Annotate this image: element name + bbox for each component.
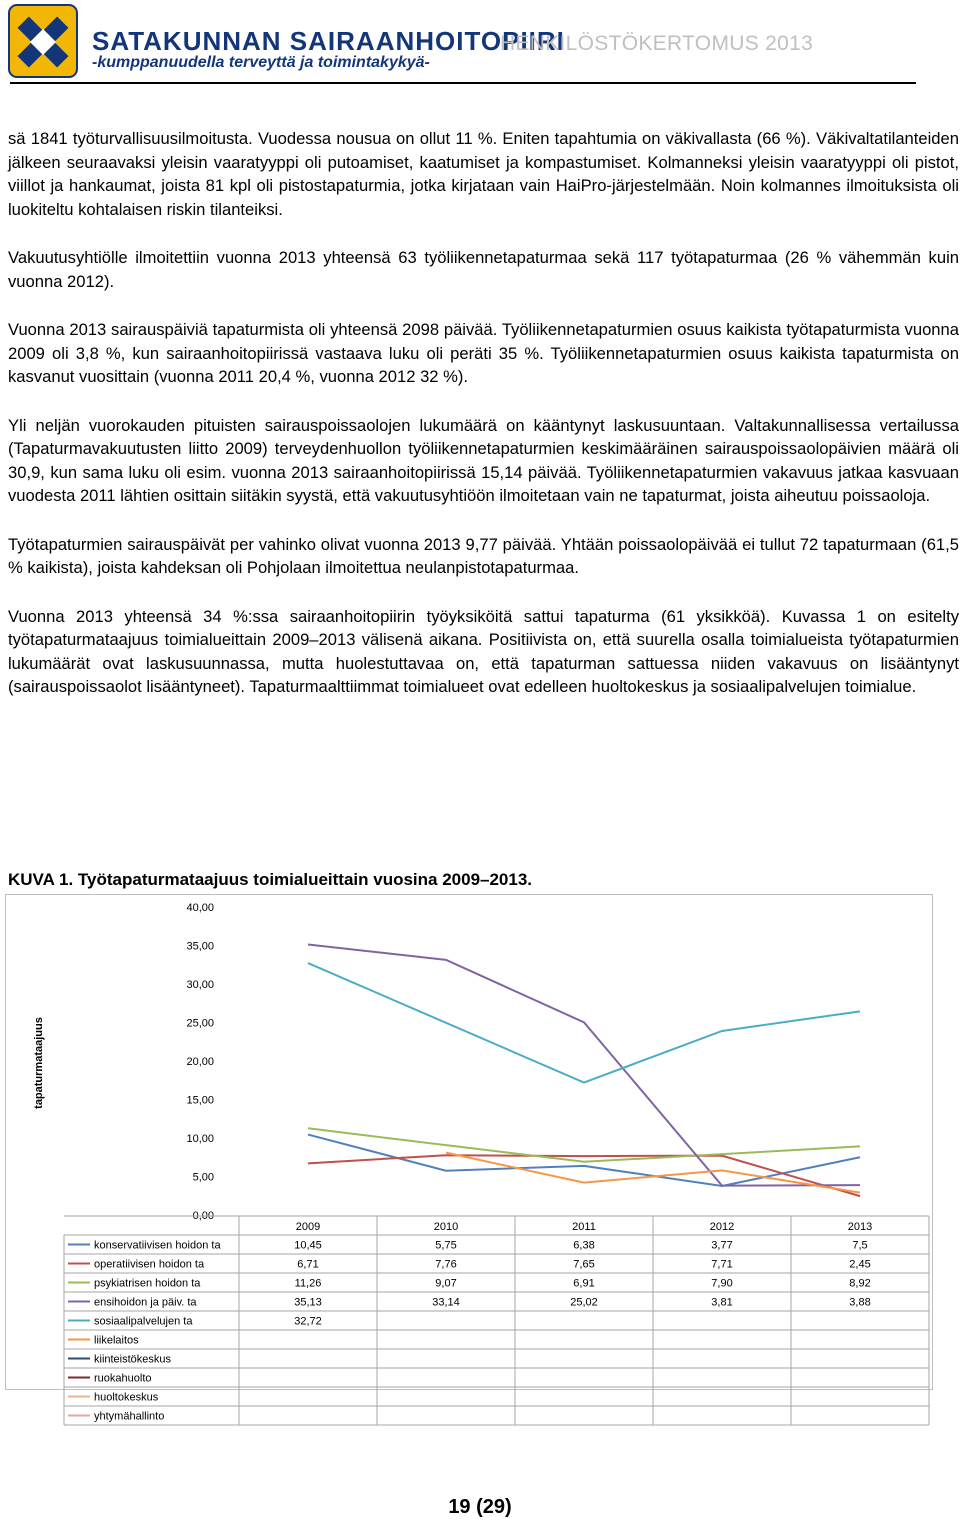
table-cell: 33,14 bbox=[432, 1296, 460, 1309]
x-tick-label: 2012 bbox=[709, 1221, 735, 1233]
legend-label: sosiaalipalvelujen ta bbox=[94, 1315, 193, 1328]
table-cell: 8,92 bbox=[849, 1277, 871, 1290]
paragraph: Vuonna 2013 yhteensä 34 %:ssa sairaanhoitopiirin työyksiköitä sattui tapaturma (61 yksikköä). Kuvassa 1 on esitelty työtapaturmataajuus toimialueittain 2009–2013 välisenä aikana. Positiivista on, että suurella osalla toimialueista työtapaturmien lukumäärät ovat laskusuunnassa, mutta huolestuttavaa on, että tapaturman sattuessa niiden vakavuus on lisääntynyt (sairauspoissaolot lisääntyneet). Tapaturmaalttiimmat toimialueet ovat edelleen huoltokeskus ja sosiaalipalvelujen toimialue. bbox=[8, 606, 959, 696]
page-number: 19 (29) bbox=[448, 1496, 512, 1518]
table-cell: 25,02 bbox=[570, 1296, 598, 1309]
table-cell: 6,38 bbox=[573, 1239, 595, 1252]
series-line bbox=[308, 944, 860, 1185]
legend-label: psykiatrisen hoidon ta bbox=[94, 1277, 201, 1290]
y-tick-label: 25,00 bbox=[186, 1017, 214, 1030]
organization-logo bbox=[8, 4, 78, 78]
y-tick-label: 40,00 bbox=[186, 902, 214, 914]
table-cell: 10,45 bbox=[294, 1239, 322, 1252]
table-cell: 7,76 bbox=[435, 1258, 457, 1271]
table-cell: 6,91 bbox=[573, 1277, 595, 1290]
legend-label: liikelaitos bbox=[94, 1334, 139, 1347]
table-cell: 7,71 bbox=[711, 1258, 733, 1271]
x-tick-label: 2010 bbox=[433, 1221, 459, 1233]
paragraph: Yli neljän vuorokauden pituisten sairauspoissaolojen lukumäärä on kääntynyt laskusuuntaan. Valtakunnallisessa vertailussa (Tapaturmavakuutusten liitto 2009) terveydenhuollon työliikennetapaturmien keskimääräinen sairauspoissaolopäivien määrä oli 30,9, kun sama luku oli esim. vuonna 2013 sairaanhoitopiirissä 15,14 päivää. Työliikennetapaturmien vakavuus jatkaa kasvuaan vuodesta 2011 lähtien osittain siitäkin syystä, että vakuutusyhtiöön ilmoitetaan vain ne tapaturmat, joista aiheutuu poissaoloja. bbox=[8, 415, 959, 505]
organization-slogan: -kumppanuudella terveyttä ja toimintakykyä- bbox=[92, 54, 430, 71]
y-tick-label: 5,00 bbox=[192, 1171, 214, 1184]
table-cell: 35,13 bbox=[294, 1296, 322, 1309]
table-cell: 3,81 bbox=[711, 1296, 733, 1309]
y-tick-label: 30,00 bbox=[186, 979, 214, 991]
table-cell: 6,71 bbox=[297, 1258, 319, 1271]
x-tick-label: 2013 bbox=[847, 1221, 873, 1233]
y-tick-label: 0,00 bbox=[192, 1210, 214, 1222]
line-chart bbox=[6, 895, 932, 1423]
figure-caption: KUVA 1. Työtapaturmataajuus toimialueittain vuosina 2009–2013. bbox=[8, 870, 533, 889]
legend-label: konservatiivisen hoidon ta bbox=[94, 1239, 221, 1252]
table-cell: 11,26 bbox=[294, 1277, 322, 1290]
legend-label: ensihoidon ja päiv. ta bbox=[94, 1296, 197, 1309]
y-tick-label: 10,00 bbox=[186, 1133, 214, 1145]
table-cell: 5,75 bbox=[435, 1239, 457, 1252]
table-cell: 7,5 bbox=[852, 1239, 868, 1252]
x-tick-label: 2011 bbox=[572, 1221, 596, 1233]
table-cell: 3,88 bbox=[849, 1296, 871, 1309]
y-axis-title: tapaturmataajuus bbox=[33, 1017, 45, 1109]
legend-label: huoltokeskus bbox=[94, 1391, 159, 1404]
table-cell: 2,45 bbox=[849, 1258, 871, 1271]
y-tick-label: 15,00 bbox=[186, 1094, 214, 1107]
table-cell: 3,77 bbox=[711, 1239, 733, 1252]
x-tick-label: 2009 bbox=[295, 1221, 321, 1233]
table-cell: 7,90 bbox=[711, 1277, 733, 1290]
chart-frame bbox=[5, 894, 933, 1423]
series-line bbox=[308, 1135, 860, 1186]
paragraph: sä 1841 työturvallisuusilmoitusta. Vuodessa nousua on ollut 11 %. Eniten tapahtumia on väkivallasta (66 %). Väkivaltatilanteiden jälkeen seuraavaksi yleisin vaaratyyppi oli putoamiset, kaatumiset ja kompastumiset. Kolmanneksi yleisin vaaratyyppi oli pistot, viillot ja hankaumat, joista 81 kpl oli pistostapaturmia, jotka kirjataan vain HaiPro-järjestelmään. Noin kolmannes ilmoituksista oli luokiteltu kohtalaisen riskin tilanteiksi. bbox=[8, 129, 959, 219]
paragraph: Vakuutusyhtiölle ilmoitettiin vuonna 2013 yhteensä 63 työliikennetapaturmaa sekä 117 työtapaturmaa (26 % vähemmän kuin vuonna 2012). bbox=[8, 248, 959, 291]
legend-label: kiinteistökeskus bbox=[94, 1353, 172, 1366]
table-cell: 7,65 bbox=[573, 1258, 595, 1271]
legend-label: ruokahuolto bbox=[94, 1372, 152, 1385]
legend-label: operatiivisen hoidon ta bbox=[94, 1258, 205, 1271]
paragraph: Vuonna 2013 sairauspäiviä tapaturmista oli yhteensä 2098 päivää. Työliikennetapaturmien osuus kaikista työtapaturmista vuonna 2009 oli 3,8 %, kun sairaanhoitopiirissä vastaava luku oli peräti 35 %. Työliikennetapaturmien osuus kaikista tapaturmista on kasvanut vuosittain (vuonna 2011 20,4 %, vuonna 2012 32 %). bbox=[8, 320, 959, 386]
document-title: HENKILÖSTÖKERTOMUS 2013 bbox=[500, 32, 814, 55]
header-divider bbox=[10, 82, 916, 84]
table-cell: 9,07 bbox=[435, 1277, 457, 1290]
y-tick-label: 20,00 bbox=[186, 1056, 214, 1068]
organization-name: SATAKUNNAN SAIRAANHOITOPIIRI bbox=[92, 26, 565, 56]
legend-label: yhtymähallinto bbox=[94, 1410, 165, 1423]
paragraph: Työtapaturmien sairauspäivät per vahinko olivat vuonna 2013 9,77 päivää. Yhtään poissaolopäivää ei tullut 72 tapaturmaan (61,5 % kaikista), joista kahdeksan oli Pohjolaan ilmoitettua neulanpistotapaturmaa. bbox=[8, 534, 959, 577]
y-tick-label: 35,00 bbox=[186, 940, 214, 953]
body-text bbox=[8, 127, 959, 724]
table-cell: 32,72 bbox=[294, 1315, 322, 1328]
